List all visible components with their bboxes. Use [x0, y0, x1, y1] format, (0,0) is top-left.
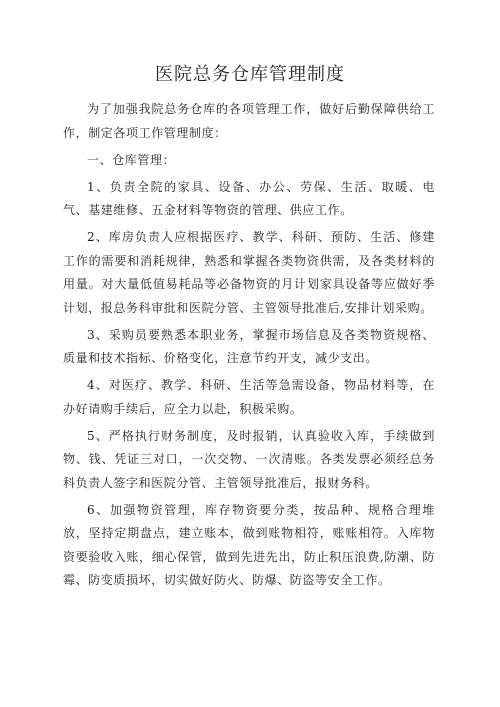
page-title: 医院总务仓库管理制度 — [155, 64, 345, 85]
clause-paragraph: 3、采购员要熟悉本职业务，掌握市场信息及各类物资规格、质量和技术指标、价格变化，注意节约开支，减少支出。 — [63, 327, 435, 365]
document-body — [63, 98, 435, 596]
section-heading: 一、仓库管理： — [87, 152, 176, 167]
clause-paragraph: 5、严格执行财务制度，及时报销，认真验收入库，手续做到物、钱、凭证三对口，一次交物、一次清账。各类发票必须经总务科负责人签字和医院分管、主管领导批准后，报财务科。 — [63, 428, 435, 490]
clause-paragraph: 1、负责全院的家具、设备、办公、劳保、生活、取暖、电气、基建维修、五金材料等物资的管理、供应工作。 — [63, 179, 435, 217]
clause-paragraph: 6、加强物资管理，库存物资要分类，按品种、规格合理堆放，坚持定期盘点，建立账本，做到账物相符，账账相符。入库物资要验收入账，细心保管，做到先进先出，防止积压浪费,防潮、防霉、防变质损坏，切实做好防火、防爆、防盗等安全工作。 — [63, 502, 435, 587]
intro-paragraph: 为了加强我院总务仓库的各项管理工作，做好后勤保障供给工作，制定各项工作管理制度： — [63, 102, 435, 140]
clause-paragraph: 4、对医疗、教学、科研、生活等急需设备，物品材料等，在办好请购手续后，应全力以赴，积极采购。 — [63, 378, 435, 416]
clause-paragraph: 2、库房负责人应根据医疗、教学、科研、预防、生活、修建工作的需要和消耗规律，熟悉和掌握各类物资供需，及各类材料的用量。对大量低值易耗品等必备物资的月计划家具设备等应做好季计划，报总务科审批和医院分管、主管领导批准后,安排计划采购。 — [63, 230, 435, 315]
